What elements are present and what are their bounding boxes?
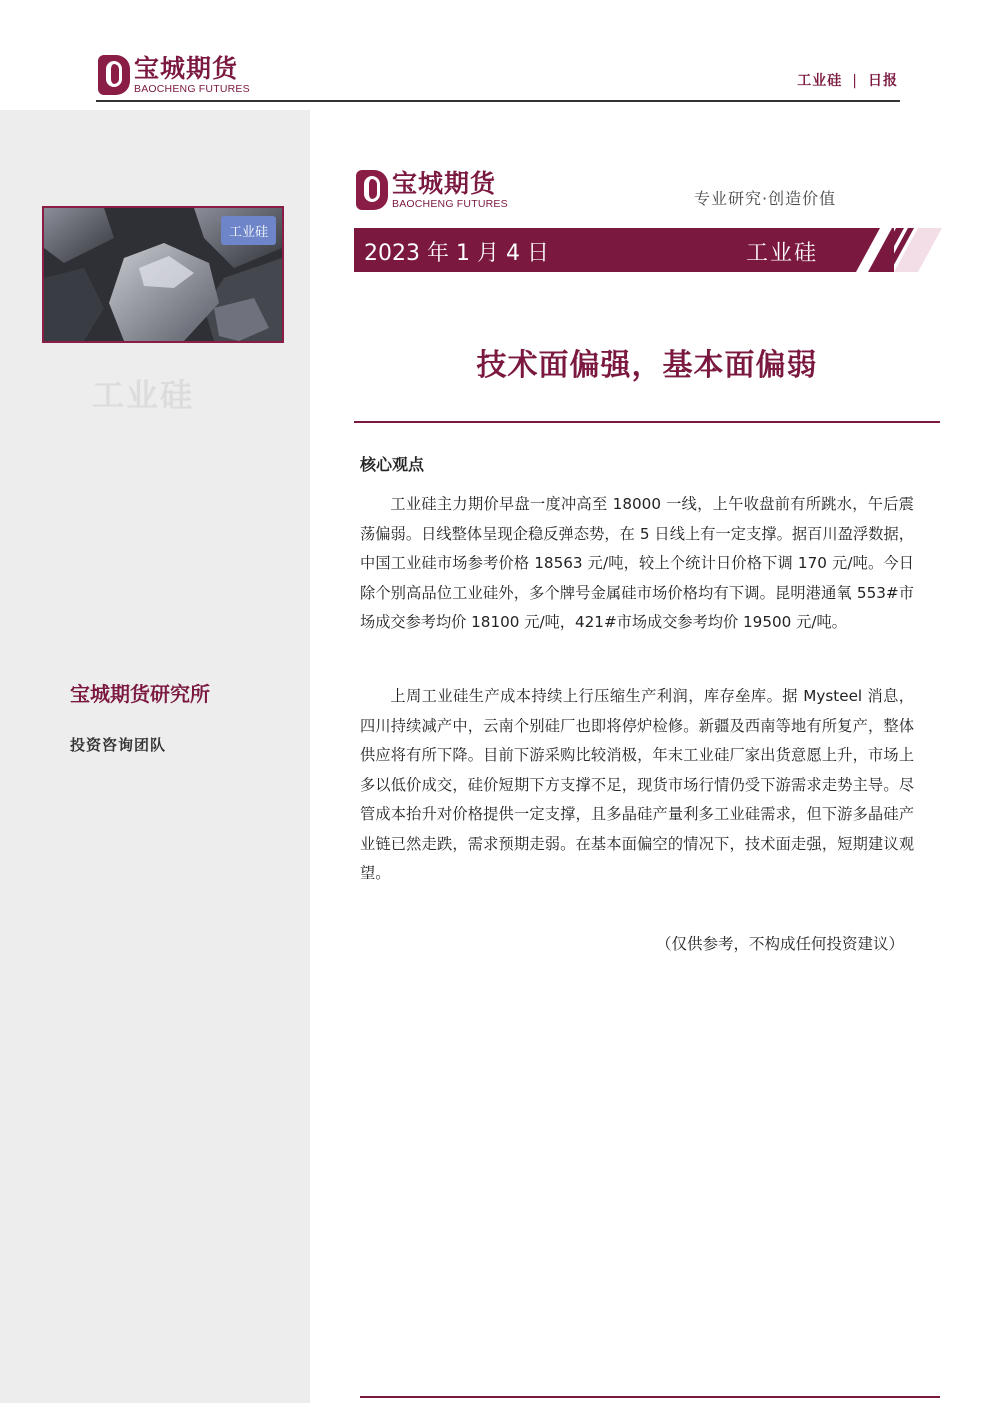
banner-logo-name-en: BAOCHENG FUTURES [392, 197, 508, 210]
disclaimer: （仅供参考，不构成任何投资建议） [655, 935, 904, 953]
banner-logo [356, 170, 508, 210]
body-paragraph-2: 上周工业硅生产成本持续上行压缩生产利润，库存垒库。据 Mysteel 消息，四川持续减产中，云南个别硅厂也即将停炉检修。新疆及西南等地有所复产，整体供应将有所下降。目前下游采购比较消极，年末工业硅厂家出货意愿上升，市场上多以低价成交，硅价短期下方支撑不足，现货市场行情仍受下游需求走势主导。尽管成本抬升对价格提供一定支撑，且多晶硅产量利多工业硅需求，但下游多晶硅产业链已然走跌，需求预期走弱。在基本面偏空的情况下，技术面走强，短期建议观望。 [360, 687, 914, 882]
cover-photo [42, 206, 284, 343]
report-category: 工业硅 [746, 241, 819, 266]
header-doc-type [797, 70, 898, 90]
sidebar-title: 工业硅 [92, 376, 195, 414]
header-category: 工业硅 [797, 73, 843, 89]
banner-logo-mark-icon [356, 170, 388, 210]
footer-rule [360, 1396, 940, 1398]
section-heading: 核心观点 [360, 455, 425, 474]
sidebar-org-name: 宝城期货研究所 [70, 682, 210, 706]
header-rule [96, 100, 900, 102]
sidebar-team-name: 投资咨询团队 [70, 736, 167, 754]
headline-rule [354, 421, 940, 423]
banner-logo-name-cn: 宝城期货 [392, 168, 497, 198]
banner-slogan: 专业研究·创造价值 [694, 189, 837, 208]
logo-name-en: BAOCHENG FUTURES [134, 82, 250, 95]
report-headline: 技术面偏强，基本面偏弱 [476, 348, 818, 383]
logo-name-cn: 宝城期货 [134, 53, 239, 83]
photo-category-tag: 工业硅 [221, 216, 276, 245]
header-logo [98, 55, 250, 95]
logo-mark-icon [98, 55, 130, 95]
header-separator: | [852, 73, 858, 89]
header-report-type: 日报 [868, 73, 898, 89]
banner-stripes-decoration [856, 228, 942, 272]
body-paragraph-1: 工业硅主力期价早盘一度冲高至 18000 一线，上午收盘前有所跳水，午后震荡偏弱。日线整体呈现企稳反弹态势，在 5 日线上有一定支撑。据百川盈浮数据，中国工业硅市场参考价格 18563 元/吨，较上个统计日价格下调 170 元/吨。今日除个别高品位工业硅外，多个牌号金属硅市场价格均有下调。昆明港通氧 553#市场成交参考均价 18100 元/吨，421#市场成交参考均价 19500 元/吨。 [360, 495, 914, 631]
report-date: 2023 年 1 月 4 日 [364, 241, 549, 266]
